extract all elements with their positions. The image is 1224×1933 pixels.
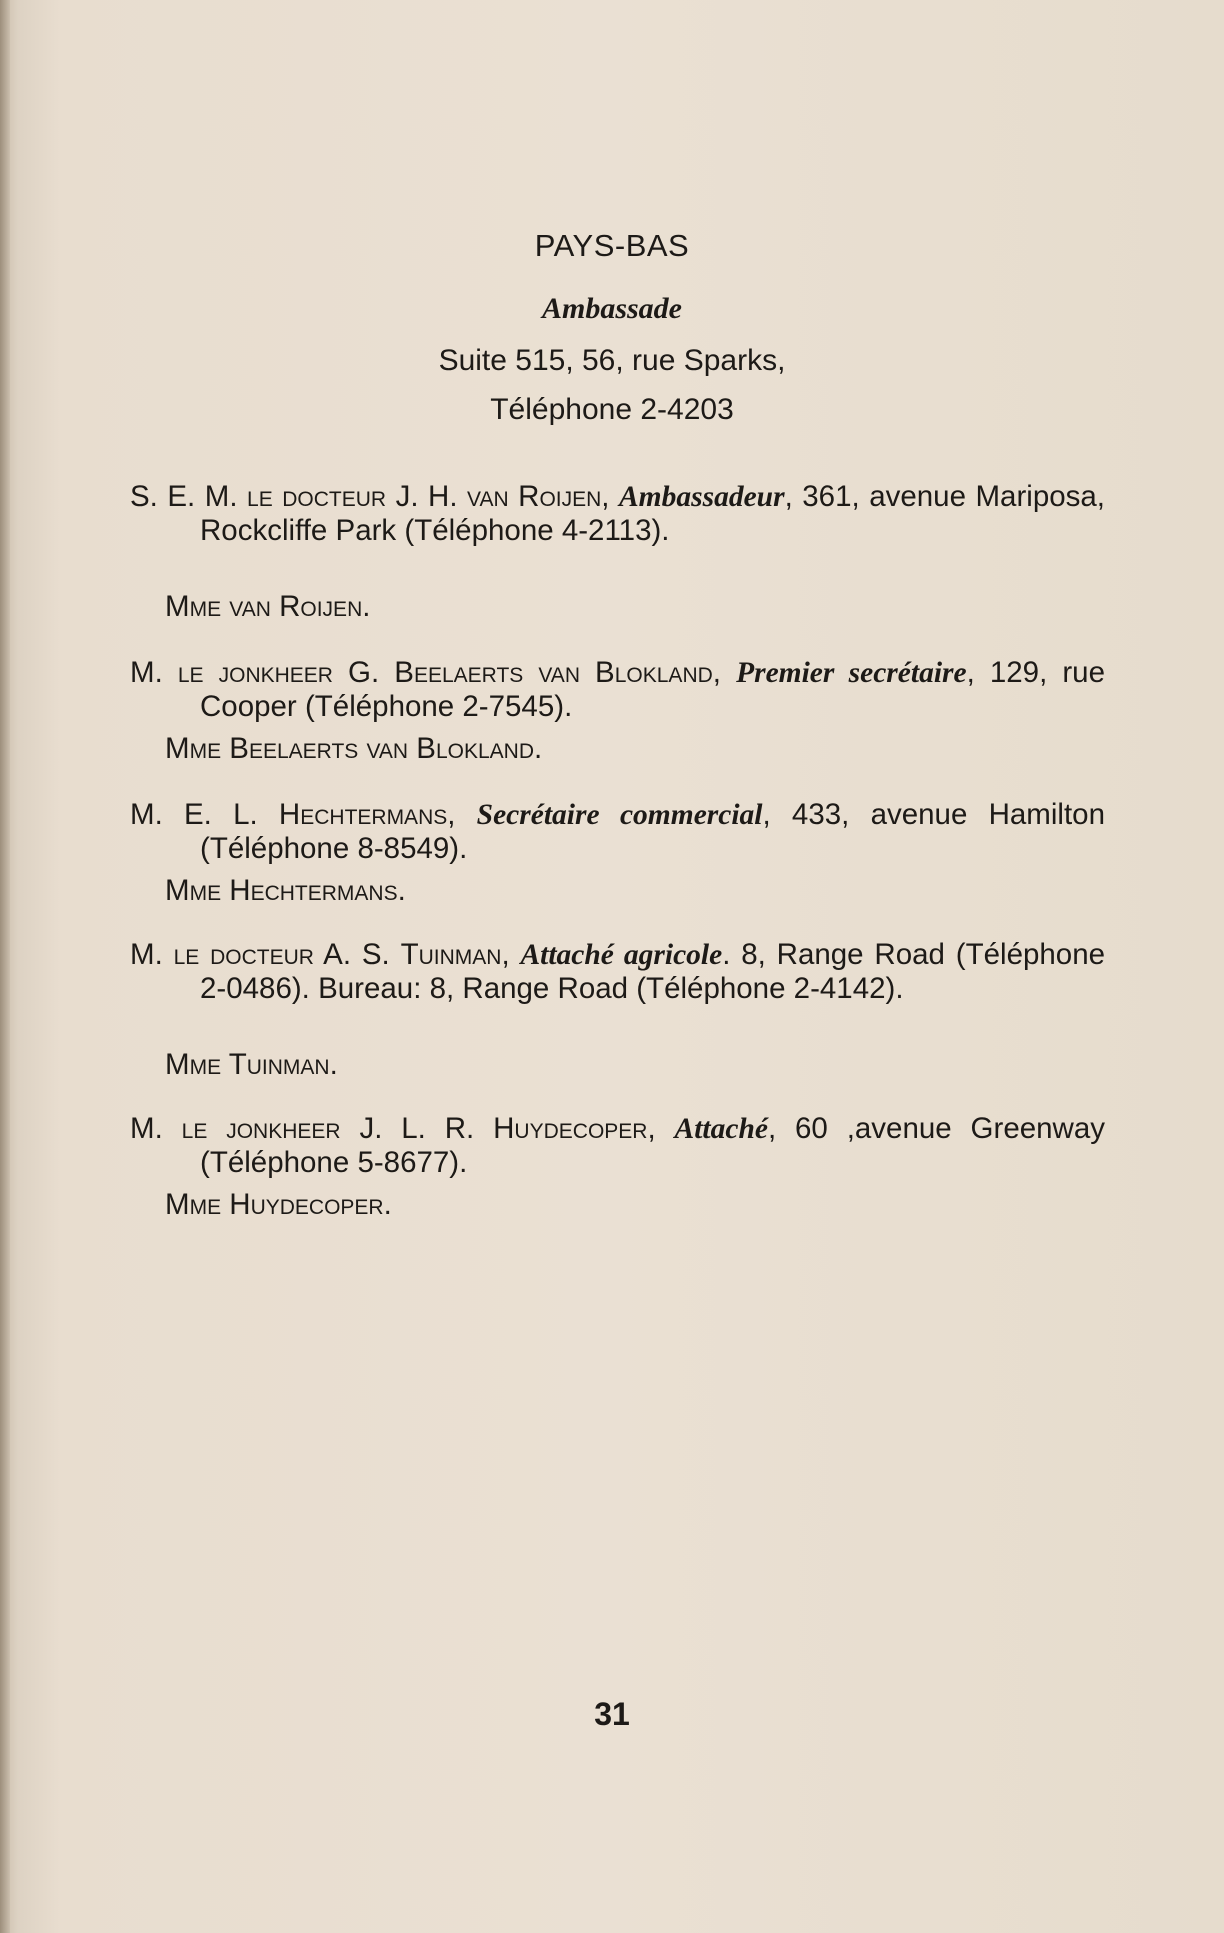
- diplomat-entry: [130, 656, 1105, 724]
- entry-separator: ,: [601, 480, 619, 513]
- entry-surname: Beelaerts van Blokland: [394, 656, 713, 689]
- diplomat-entry: [130, 1112, 1105, 1180]
- country-heading: PAYS-BAS: [534, 228, 690, 263]
- spouse-line: Mme Tuinman.: [165, 1048, 338, 1081]
- page-spine-shadow: [0, 0, 10, 1933]
- entry-surname: Tuinman: [400, 938, 502, 971]
- entry-honorific: le docteur: [247, 480, 387, 513]
- page-number: 31: [594, 1696, 630, 1732]
- entry-surname: Hechtermans: [278, 798, 448, 831]
- entry-prefix: M.: [130, 656, 178, 689]
- diplomat-entry: [130, 798, 1105, 866]
- entry-details: , 129, rue Cooper (Téléphone 2-7545).: [200, 656, 1105, 723]
- mission-address: Suite 515, 56, rue Sparks,: [438, 344, 786, 377]
- spouse-line: Mme Beelaerts van Blokland.: [165, 732, 543, 765]
- entry-prefix: M. E. L.: [130, 798, 279, 831]
- entry-details: . 8, Range Road (Téléphone 2-0486). Bureau: 8, Range Road (Téléphone 2-4142).: [200, 938, 1106, 1005]
- entry-details: , 433, avenue Hamilton (Téléphone 8-8549).: [200, 798, 1105, 865]
- mission-type: Ambassade: [541, 292, 682, 325]
- entry-prefix: S. E. M.: [130, 480, 248, 513]
- entry-title: Attaché agricole: [520, 939, 723, 971]
- diplomat-entry: [130, 938, 1105, 1006]
- entry-prefix: M.: [130, 1112, 182, 1145]
- entry-title: Attaché: [674, 1113, 768, 1145]
- spouse-line: Mme Huydecoper.: [165, 1188, 392, 1221]
- entry-honorific: le jonkheer: [177, 656, 333, 689]
- entry-surname: Huydecoper: [493, 1112, 648, 1145]
- entry-details: , 361, avenue Mariposa, Rockcliffe Park (Téléphone 4-2113).: [200, 480, 1105, 547]
- entry-initials: A. S.: [313, 938, 401, 971]
- entry-honorific: le docteur: [173, 938, 314, 971]
- entry-honorific: le jonkheer: [181, 1112, 341, 1145]
- entry-details: , 60 ,avenue Greenway (Téléphone 5-8677).: [200, 1112, 1106, 1179]
- entry-title: Premier secrétaire: [736, 657, 967, 689]
- entry-surname: van Roijen: [467, 480, 602, 513]
- entry-initials: G.: [332, 656, 395, 689]
- entry-initials: J. L. R.: [340, 1112, 494, 1145]
- entry-separator: ,: [712, 656, 737, 689]
- entry-title: Ambassadeur: [619, 481, 785, 513]
- entry-prefix: M.: [130, 938, 174, 971]
- mission-telephone: Téléphone 2-4203: [490, 393, 734, 426]
- entry-separator: ,: [647, 1112, 675, 1145]
- spouse-line: Mme Hechtermans.: [165, 874, 406, 907]
- entry-separator: ,: [501, 938, 521, 971]
- spouse-line: Mme van Roijen.: [165, 590, 371, 623]
- entry-separator: ,: [447, 798, 477, 831]
- entry-initials: J. H.: [386, 480, 468, 513]
- entry-title: Secrétaire commercial: [476, 799, 763, 831]
- diplomat-entry: [130, 480, 1105, 548]
